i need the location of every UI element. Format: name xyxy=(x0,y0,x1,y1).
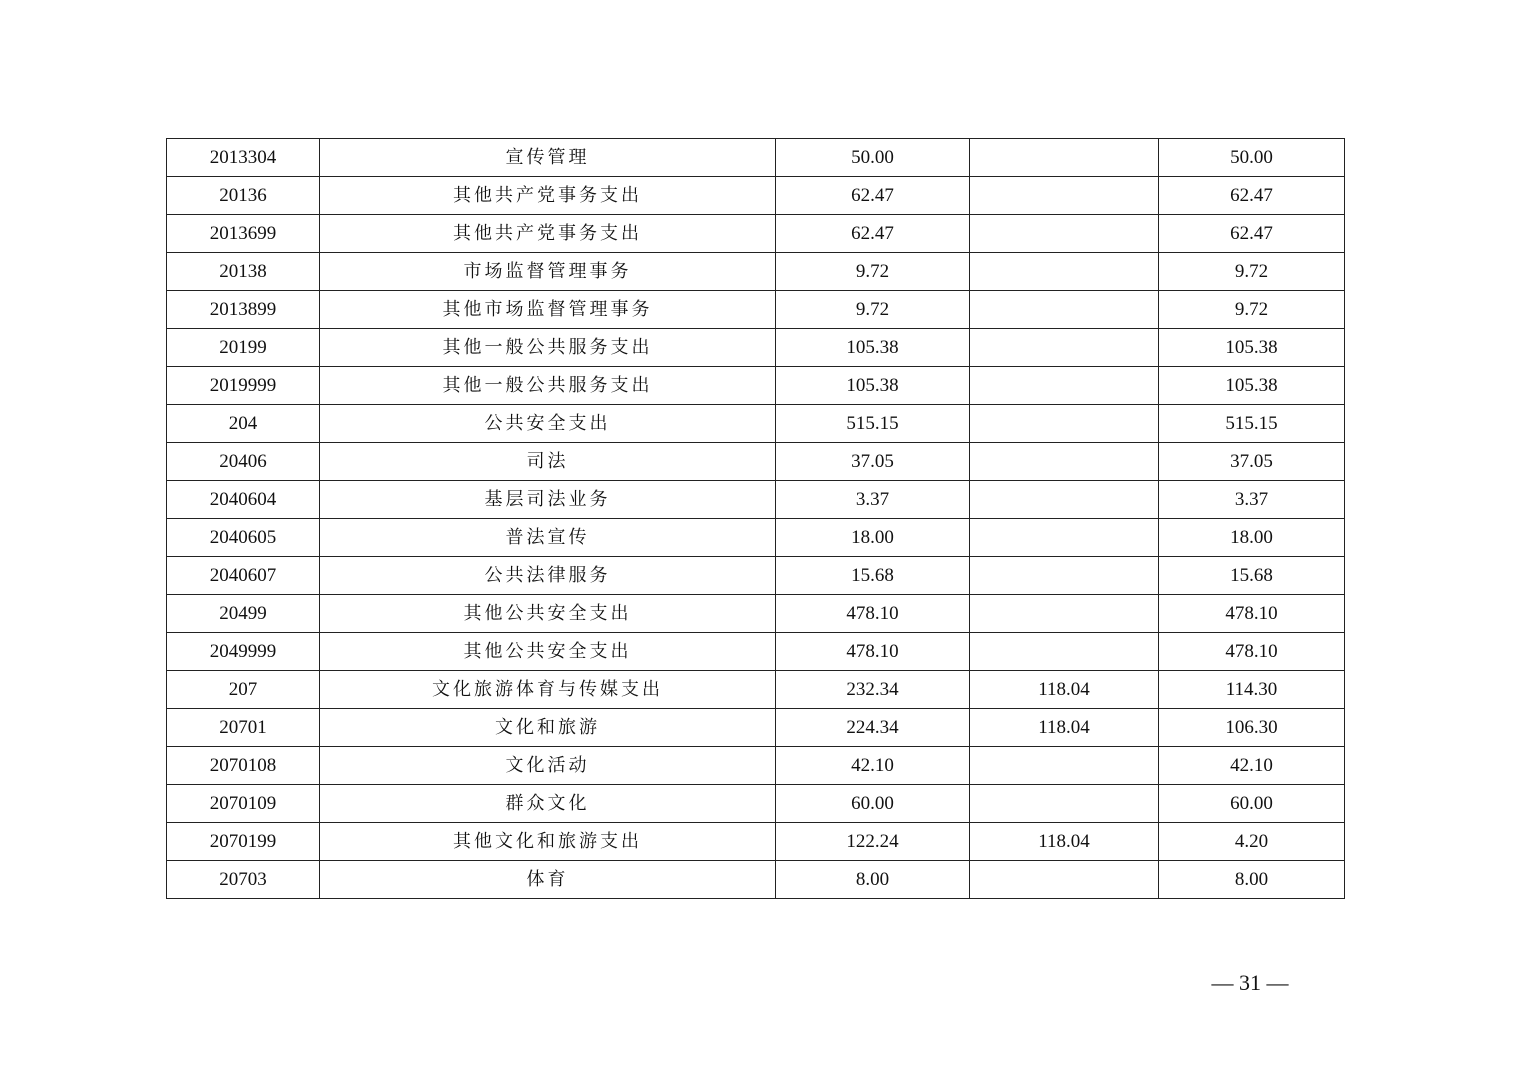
cell-project: 9.72 xyxy=(1159,253,1345,291)
budget-table xyxy=(166,138,1345,899)
cell-code: 2070108 xyxy=(167,747,320,785)
cell-name: 其他共产党事务支出 xyxy=(320,215,776,253)
cell-code: 2049999 xyxy=(167,633,320,671)
cell-code: 20136 xyxy=(167,177,320,215)
cell-total: 60.00 xyxy=(776,785,970,823)
cell-project: 478.10 xyxy=(1159,595,1345,633)
cell-name: 文化旅游体育与传媒支出 xyxy=(320,671,776,709)
cell-project: 60.00 xyxy=(1159,785,1345,823)
table-row xyxy=(167,595,1345,633)
cell-code: 2040605 xyxy=(167,519,320,557)
cell-total: 8.00 xyxy=(776,861,970,899)
cell-total: 478.10 xyxy=(776,595,970,633)
cell-name: 体育 xyxy=(320,861,776,899)
cell-project: 9.72 xyxy=(1159,291,1345,329)
table-row xyxy=(167,405,1345,443)
table-row xyxy=(167,519,1345,557)
cell-code: 2013304 xyxy=(167,139,320,177)
cell-project: 37.05 xyxy=(1159,443,1345,481)
table-row xyxy=(167,215,1345,253)
cell-code: 204 xyxy=(167,405,320,443)
cell-name: 市场监督管理事务 xyxy=(320,253,776,291)
cell-project: 515.15 xyxy=(1159,405,1345,443)
table-row xyxy=(167,367,1345,405)
cell-code: 2013699 xyxy=(167,215,320,253)
cell-name: 其他一般公共服务支出 xyxy=(320,367,776,405)
cell-total: 515.15 xyxy=(776,405,970,443)
cell-total: 9.72 xyxy=(776,253,970,291)
table-row xyxy=(167,139,1345,177)
cell-total: 224.34 xyxy=(776,709,970,747)
cell-total: 9.72 xyxy=(776,291,970,329)
cell-name: 文化和旅游 xyxy=(320,709,776,747)
cell-code: 20199 xyxy=(167,329,320,367)
cell-basic: 118.04 xyxy=(970,709,1159,747)
cell-basic xyxy=(970,253,1159,291)
cell-project: 62.47 xyxy=(1159,215,1345,253)
cell-project: 114.30 xyxy=(1159,671,1345,709)
cell-code: 207 xyxy=(167,671,320,709)
cell-code: 20499 xyxy=(167,595,320,633)
cell-project: 18.00 xyxy=(1159,519,1345,557)
cell-code: 2070109 xyxy=(167,785,320,823)
cell-project: 8.00 xyxy=(1159,861,1345,899)
table-body xyxy=(167,139,1345,899)
table-row xyxy=(167,633,1345,671)
cell-project: 15.68 xyxy=(1159,557,1345,595)
table-row xyxy=(167,747,1345,785)
cell-basic xyxy=(970,139,1159,177)
cell-name: 其他公共安全支出 xyxy=(320,633,776,671)
cell-basic xyxy=(970,177,1159,215)
cell-total: 122.24 xyxy=(776,823,970,861)
cell-project: 106.30 xyxy=(1159,709,1345,747)
cell-code: 2040607 xyxy=(167,557,320,595)
table-row xyxy=(167,253,1345,291)
cell-code: 2040604 xyxy=(167,481,320,519)
cell-name: 公共法律服务 xyxy=(320,557,776,595)
page-number: — 31 — xyxy=(1211,970,1289,995)
cell-total: 232.34 xyxy=(776,671,970,709)
cell-basic: 118.04 xyxy=(970,671,1159,709)
cell-total: 18.00 xyxy=(776,519,970,557)
cell-project: 42.10 xyxy=(1159,747,1345,785)
cell-basic xyxy=(970,747,1159,785)
cell-name: 普法宣传 xyxy=(320,519,776,557)
cell-total: 62.47 xyxy=(776,177,970,215)
cell-project: 4.20 xyxy=(1159,823,1345,861)
cell-code: 20701 xyxy=(167,709,320,747)
cell-project: 62.47 xyxy=(1159,177,1345,215)
cell-basic xyxy=(970,557,1159,595)
table-row xyxy=(167,861,1345,899)
cell-name: 宣传管理 xyxy=(320,139,776,177)
cell-total: 50.00 xyxy=(776,139,970,177)
cell-total: 15.68 xyxy=(776,557,970,595)
cell-name: 其他文化和旅游支出 xyxy=(320,823,776,861)
cell-basic xyxy=(970,215,1159,253)
cell-code: 20406 xyxy=(167,443,320,481)
cell-total: 42.10 xyxy=(776,747,970,785)
cell-total: 105.38 xyxy=(776,329,970,367)
table-row xyxy=(167,785,1345,823)
table-row xyxy=(167,291,1345,329)
cell-project: 50.00 xyxy=(1159,139,1345,177)
cell-total: 105.38 xyxy=(776,367,970,405)
cell-code: 2070199 xyxy=(167,823,320,861)
cell-total: 478.10 xyxy=(776,633,970,671)
table-row xyxy=(167,671,1345,709)
cell-basic xyxy=(970,443,1159,481)
cell-basic xyxy=(970,595,1159,633)
table-row xyxy=(167,177,1345,215)
cell-name: 公共安全支出 xyxy=(320,405,776,443)
cell-name: 文化活动 xyxy=(320,747,776,785)
table-row xyxy=(167,481,1345,519)
cell-basic xyxy=(970,785,1159,823)
cell-basic xyxy=(970,329,1159,367)
cell-name: 其他一般公共服务支出 xyxy=(320,329,776,367)
cell-code: 20138 xyxy=(167,253,320,291)
cell-name: 司法 xyxy=(320,443,776,481)
cell-basic xyxy=(970,633,1159,671)
cell-basic xyxy=(970,481,1159,519)
cell-name: 基层司法业务 xyxy=(320,481,776,519)
cell-project: 3.37 xyxy=(1159,481,1345,519)
cell-total: 37.05 xyxy=(776,443,970,481)
cell-project: 105.38 xyxy=(1159,367,1345,405)
cell-basic xyxy=(970,861,1159,899)
cell-code: 2019999 xyxy=(167,367,320,405)
table-row xyxy=(167,709,1345,747)
cell-basic xyxy=(970,519,1159,557)
cell-basic: 118.04 xyxy=(970,823,1159,861)
cell-code: 2013899 xyxy=(167,291,320,329)
cell-basic xyxy=(970,291,1159,329)
cell-code: 20703 xyxy=(167,861,320,899)
table-row xyxy=(167,443,1345,481)
cell-name: 其他共产党事务支出 xyxy=(320,177,776,215)
cell-name: 群众文化 xyxy=(320,785,776,823)
cell-project: 105.38 xyxy=(1159,329,1345,367)
cell-name: 其他公共安全支出 xyxy=(320,595,776,633)
cell-basic xyxy=(970,405,1159,443)
table-row xyxy=(167,329,1345,367)
table-row xyxy=(167,557,1345,595)
cell-total: 3.37 xyxy=(776,481,970,519)
table-row xyxy=(167,823,1345,861)
cell-basic xyxy=(970,367,1159,405)
cell-total: 62.47 xyxy=(776,215,970,253)
cell-project: 478.10 xyxy=(1159,633,1345,671)
cell-name: 其他市场监督管理事务 xyxy=(320,291,776,329)
